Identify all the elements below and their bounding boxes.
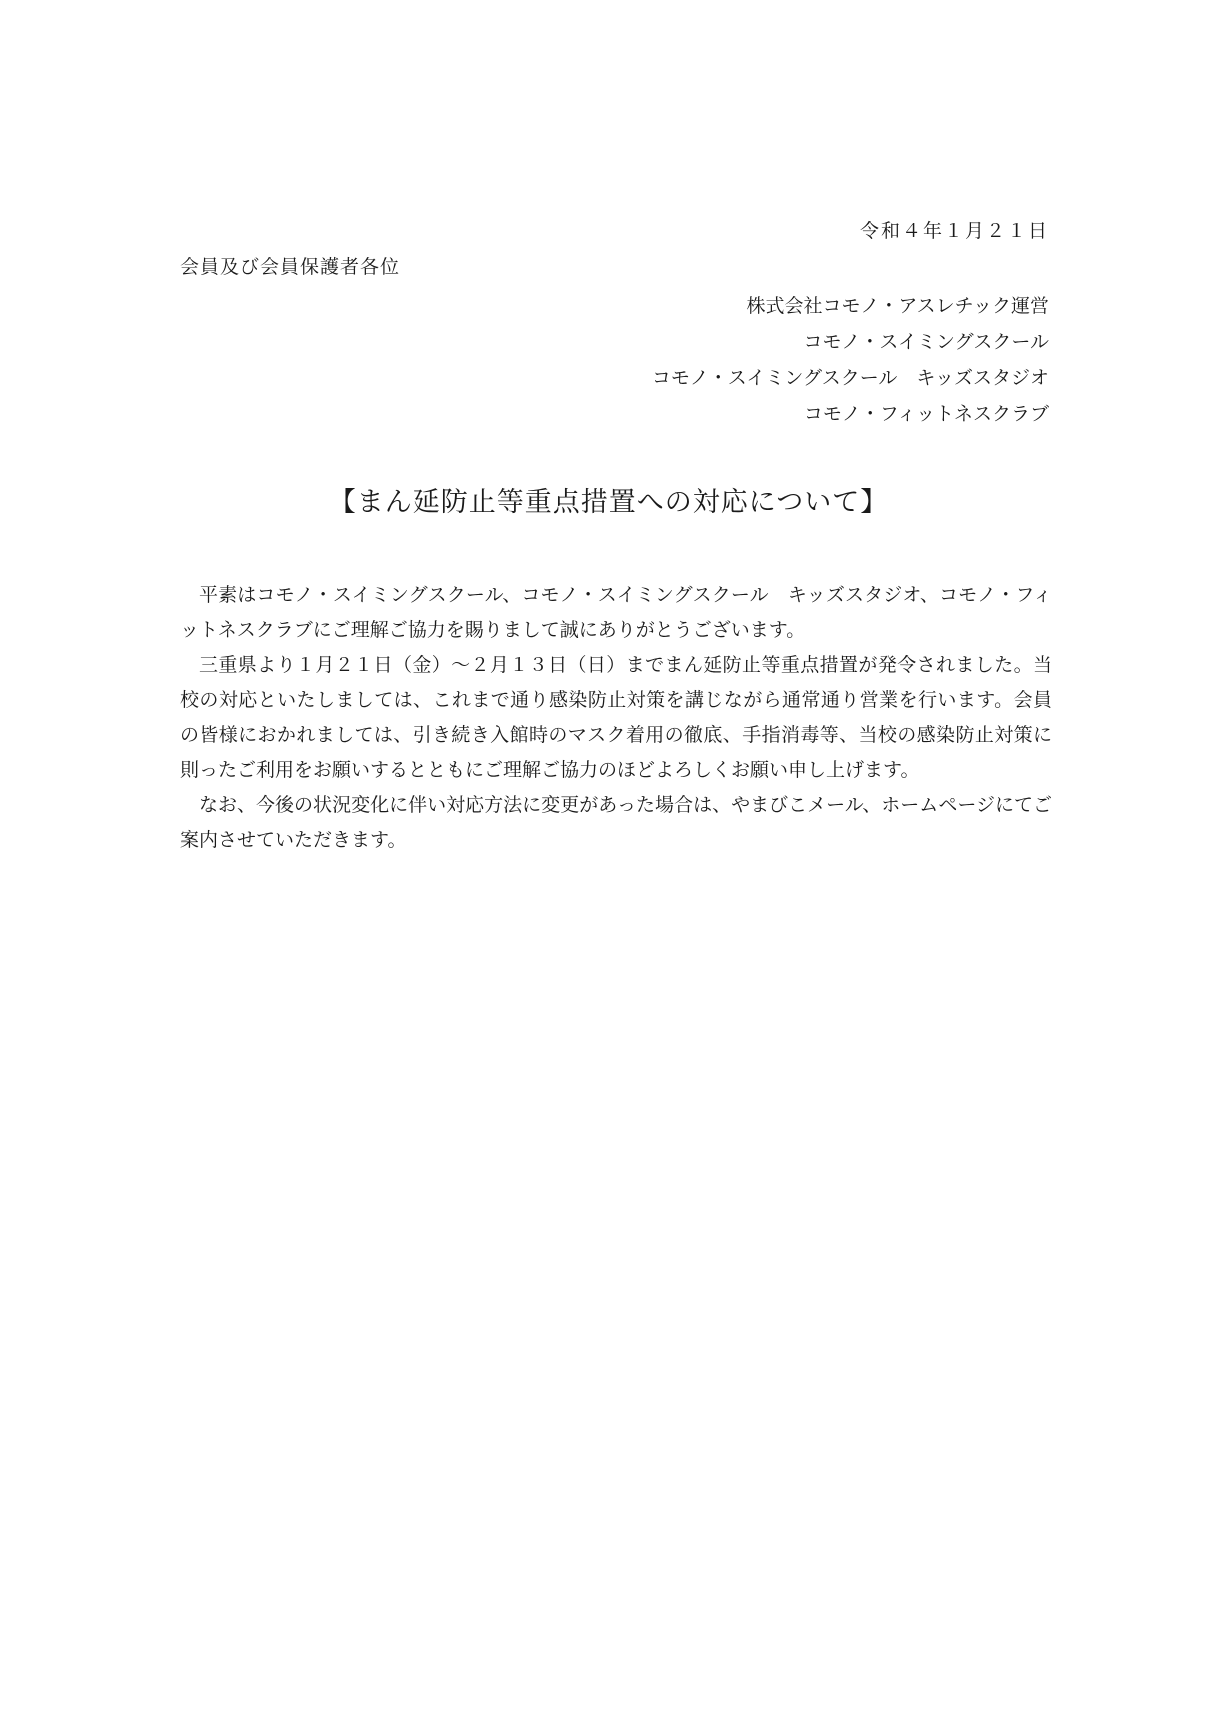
sender-company: 株式会社コモノ・アスレチック運営 bbox=[746, 295, 1049, 317]
body-paragraph: 平素はコモノ・スイミングスクール、コモノ・スイミングスクール キッズスタジオ、コモノ・フィットネスクラブにご理解ご協力を賜りまして誠にありがとうございます。 bbox=[180, 584, 1052, 641]
sender-kids-studio: コモノ・スイミングスクール キッズスタジオ bbox=[651, 367, 1049, 389]
letter-title: 【まん延防止等重点措置への対応について】 bbox=[328, 487, 889, 518]
sender-block bbox=[652, 288, 1049, 432]
letter-body bbox=[180, 578, 1052, 858]
letter-date: 令和４年１月２１日 bbox=[859, 220, 1049, 242]
letter-recipient: 会員及び会員保護者各位 bbox=[180, 256, 401, 278]
body-paragraph: 三重県より１月２１日（金）～２月１３日（日）までまん延防止等重点措置が発令されました。当校の対応といたしましては、これまで通り感染防止対策を講じながら通常通り営業を行います。会員の皆様におかれましては、引き続き入館時のマスク着用の徹底、手指消毒等、当校の感染防止対策に則ったご利用をお願いするとともにご理解ご協力のほどよろしくお願い申し上げます。 bbox=[180, 654, 1052, 781]
sender-swimming-school: コモノ・スイミングスクール bbox=[803, 331, 1049, 353]
body-paragraph: なお、今後の状況変化に伴い対応方法に変更があった場合は、やまびこメール、ホームページにてご案内させていただきます。 bbox=[180, 794, 1052, 851]
sender-fitness-club: コモノ・フィットネスクラブ bbox=[803, 403, 1049, 425]
